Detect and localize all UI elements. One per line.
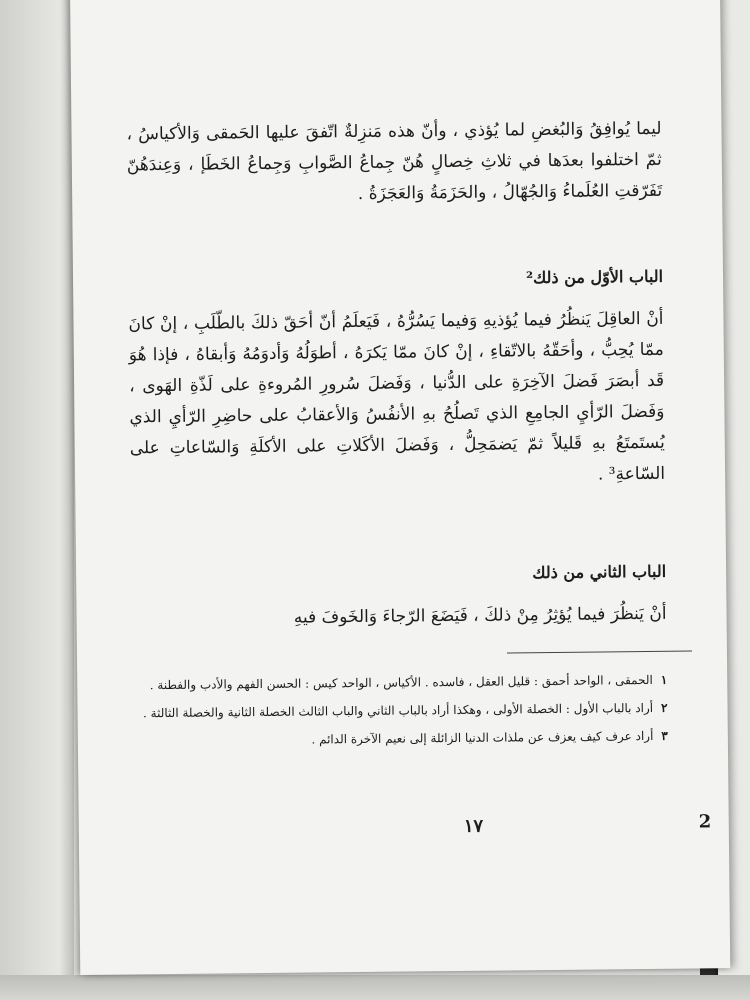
previous-page-edge: [0, 0, 74, 1000]
footnote-text: الحمقى ، الواحد أحمق : قليل العقل ، فاسده . الأكياس ، الواحد كيس : الحسن الفهم والأدب والفطنة .: [149, 672, 653, 693]
chapter-1-body: أنْ العاقِلَ يَنظُرُ فيما يُؤذيهِ وَفيما يَسُرُّهُ ، فَيَعلَمُ أنّ أحَقّ ذلكَ بالطّلَبِ ، إنْ كانَ ممّا يُحِبُّ ، وأحَقّهُ بالاتّقاءِ ، إنْ كانَ ممّا يَكرَهُ ، أطوَلُهُ وَأدوَمُهُ وَأبقاهُ ، فإذا هُوَ قَد أبصَرَ فَضلَ الآخِرَةِ على الدُّنيا ، وَفَضلَ سُرورِ المُروءةِ على لَذّةِ الهَوى ، وَفَضلَ الرّأيِ الجامِعِ الذي تَصلُحُ بهِ الأنفُسُ وَالأعقابُ على حاضِرِ الرّأيِ الذي يُستَمتَعُ بهِ قَليلاً ثمّ يَضمَحِلُّ ، وَفَضلَ الأكَلاتِ على الأكلَةِ وَالسّاعاتِ على السّاعةِ³ .: [128, 308, 666, 485]
footnote-number: ٣: [661, 728, 668, 743]
footnote-text: أراد بالباب الأول : الخصلة الأولى ، وهكذا أراد بالباب الثاني والباب الثالث الخصلة الثانية والخصلة الثالثة .: [142, 700, 654, 721]
page-number-arabic: ١٧: [463, 815, 484, 837]
footnote-number: ١: [660, 672, 668, 687]
book-page: [70, 0, 730, 975]
intro-paragraph: ليما يُوافِقُ وَالبُغضِ لما يُؤذي ، وأنّ هذه مَنزِلةٌ اتّفقَ عليها الحَمقى وَالأكياسُ ، ثمّ اختلفوا بعدَها في ثلاثِ خِصالٍ هُنّ جِماعُ الصَّوابِ وَجِماعُ الخَطَإ ، وَعِندَهُنّ تَفَرّقتِ العُلَماءُ وَالجُهّالُ ، والحَزَمَةُ وَالعَجَزَةُ .: [126, 118, 663, 204]
chapter-2-heading: الباب الثاني من ذلك: [532, 561, 667, 583]
chapter-2-body: أنْ يَنظُرَ فيما يُؤثِرُ مِنْ ذلكَ ، فَيَضَعَ الرّجاءَ وَالخَوفَ فيهِ: [293, 603, 667, 628]
footnote: [132, 669, 667, 697]
footnote: [133, 725, 668, 753]
footnotes: [132, 669, 668, 759]
footnote-divider: [507, 651, 692, 654]
page-number-latin: 2: [698, 811, 712, 833]
footnote-text: أراد عرف كيف يعزف عن ملذات الدنيا الزائلة إلى نعيم الآخرة الدائم .: [311, 728, 654, 747]
bottom-shadow: [0, 975, 750, 1000]
chapter-1-heading: الباب الأوّل من ذلك²: [525, 266, 664, 288]
footnote-number: ٢: [661, 700, 668, 715]
footnote: [132, 697, 667, 725]
